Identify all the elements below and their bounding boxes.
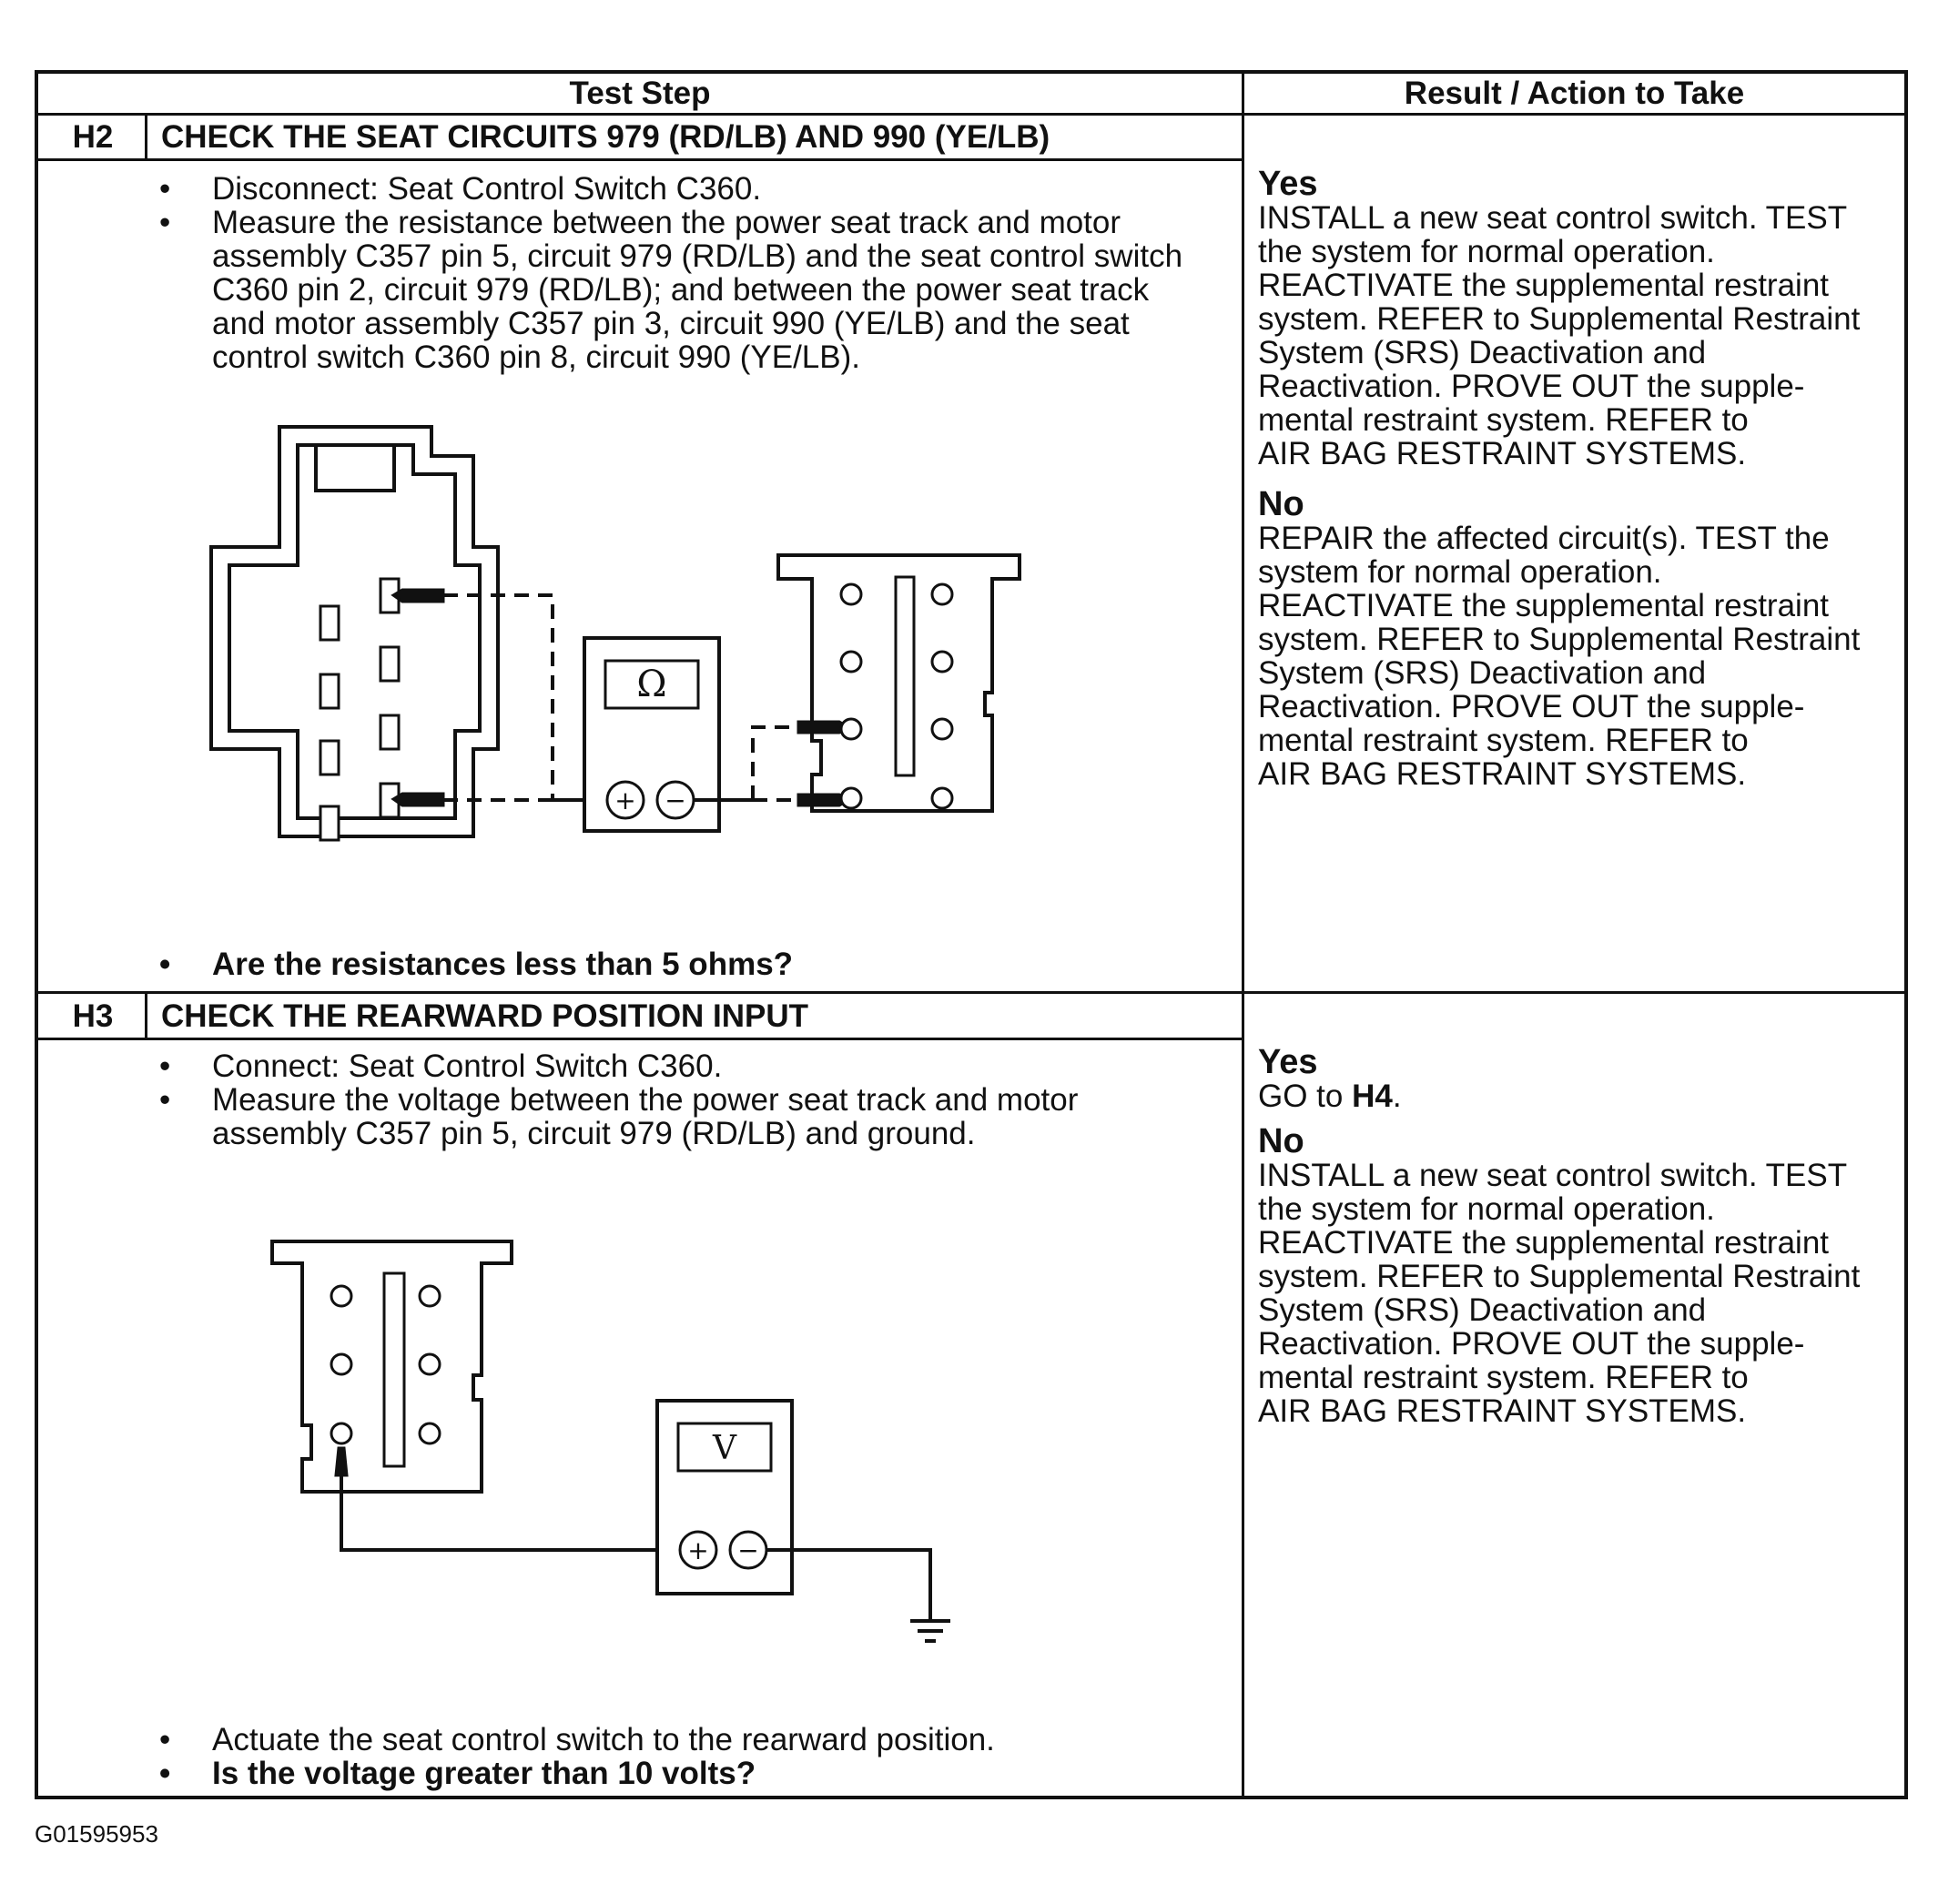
pin [331, 1354, 351, 1374]
header-result: Result / Action to Take [1404, 76, 1745, 111]
h3-no-label: No [1258, 1122, 1304, 1160]
h3-yes-text [1258, 1079, 1900, 1113]
h2-yes-label: Yes [1258, 165, 1318, 203]
h2-no-label: No [1258, 485, 1304, 523]
h3-final-steps [159, 1723, 1206, 1790]
ohm-symbol: Ω [636, 663, 667, 705]
step-id-h2: H2 [72, 119, 114, 155]
connector-center-bar [384, 1273, 404, 1466]
list-item: • Is the voltage greater than 10 volts? [159, 1757, 1206, 1790]
ground-icon [910, 1621, 950, 1641]
list-item: • Are the resistances less than 5 ohms? [159, 947, 1206, 981]
h3-no-text: INSTALL a new seat control switch. TEST the system for normal operation. REACTIVATE the supplemental restraint system. REFER to Supplemental Restraint System (SRS) Deactivation and Reactivation. PROVE OUT the supple- mental restraint system. REFER to AIR BAG RESTRAINT SYSTEMS. [1258, 1158, 1861, 1429]
pin [331, 1423, 351, 1443]
list-item: • Measure the voltage between the power seat track and motor assembly C357 pin 5, circuit 979 (RD/LB) and ground. [159, 1083, 1206, 1150]
yes-text-prefix: GO to [1258, 1079, 1353, 1114]
list-item: • Disconnect: Seat Control Switch C360. [159, 172, 1206, 206]
header-test-step: Test Step [569, 76, 711, 111]
plus-label: + [614, 785, 636, 815]
list-item: • Measure the resistance between the power seat track and motor assembly C357 pin 5, circuit 979 (RD/LB) and the seat control switch C360 pin 2, circuit 979 (RD/LB); and between the power seat track and motor assembly C357 pin 3, circuit 990 (YE/LB) and the seat control switch C360 pin 8, circuit 990 (YE/LB). [159, 206, 1206, 374]
list-item: • Actuate the seat control switch to the rearward position. [159, 1723, 1206, 1757]
step-id-h3: H3 [72, 998, 114, 1034]
diagnostic-table [35, 70, 1908, 1799]
pin [331, 1286, 351, 1306]
step-reference-link: H4 [1352, 1079, 1393, 1114]
h3-yes-label: Yes [1258, 1043, 1318, 1081]
step-title-h3: CHECK THE REARWARD POSITION INPUT [161, 998, 809, 1034]
step-title-h2: CHECK THE SEAT CIRCUITS 979 (RD/LB) AND 990 (YE/LB) [161, 119, 1050, 155]
pin [420, 1286, 440, 1306]
pin [420, 1423, 440, 1443]
plus-label: + [687, 1535, 709, 1565]
h2-no-text: REPAIR the affected circuit(s). TEST the system for normal operation. REACTIVATE the supplemental restraint system. REFER to Supplemental Restraint System (SRS) Deactivation and Reactivation. PROVE OUT the supple- mental restraint system. REFER to AIR BAG RESTRAINT SYSTEMS. [1258, 521, 1861, 792]
minus-label: − [737, 1535, 759, 1565]
test-lead [341, 1475, 657, 1550]
figure-code: G01595953 [35, 1820, 158, 1848]
h3-voltage-diagram [38, 74, 1240, 1803]
minus-label: − [665, 785, 686, 815]
list-item: • Connect: Seat Control Switch C360. [159, 1049, 1206, 1083]
volt-symbol: V [713, 1430, 736, 1467]
h2-yes-text: INSTALL a new seat control switch. TEST the system for normal operation. REACTIVATE the supplemental restraint system. REFER to Supplemental Restraint System (SRS) Deactivation and Reactivation. PROVE OUT the supple- mental restraint system. REFER to AIR BAG RESTRAINT SYSTEMS. [1258, 200, 1861, 471]
probe-tip [336, 1448, 347, 1475]
pin [420, 1354, 440, 1374]
column-divider [1242, 74, 1244, 1796]
yes-text-suffix: . [1392, 1079, 1402, 1114]
